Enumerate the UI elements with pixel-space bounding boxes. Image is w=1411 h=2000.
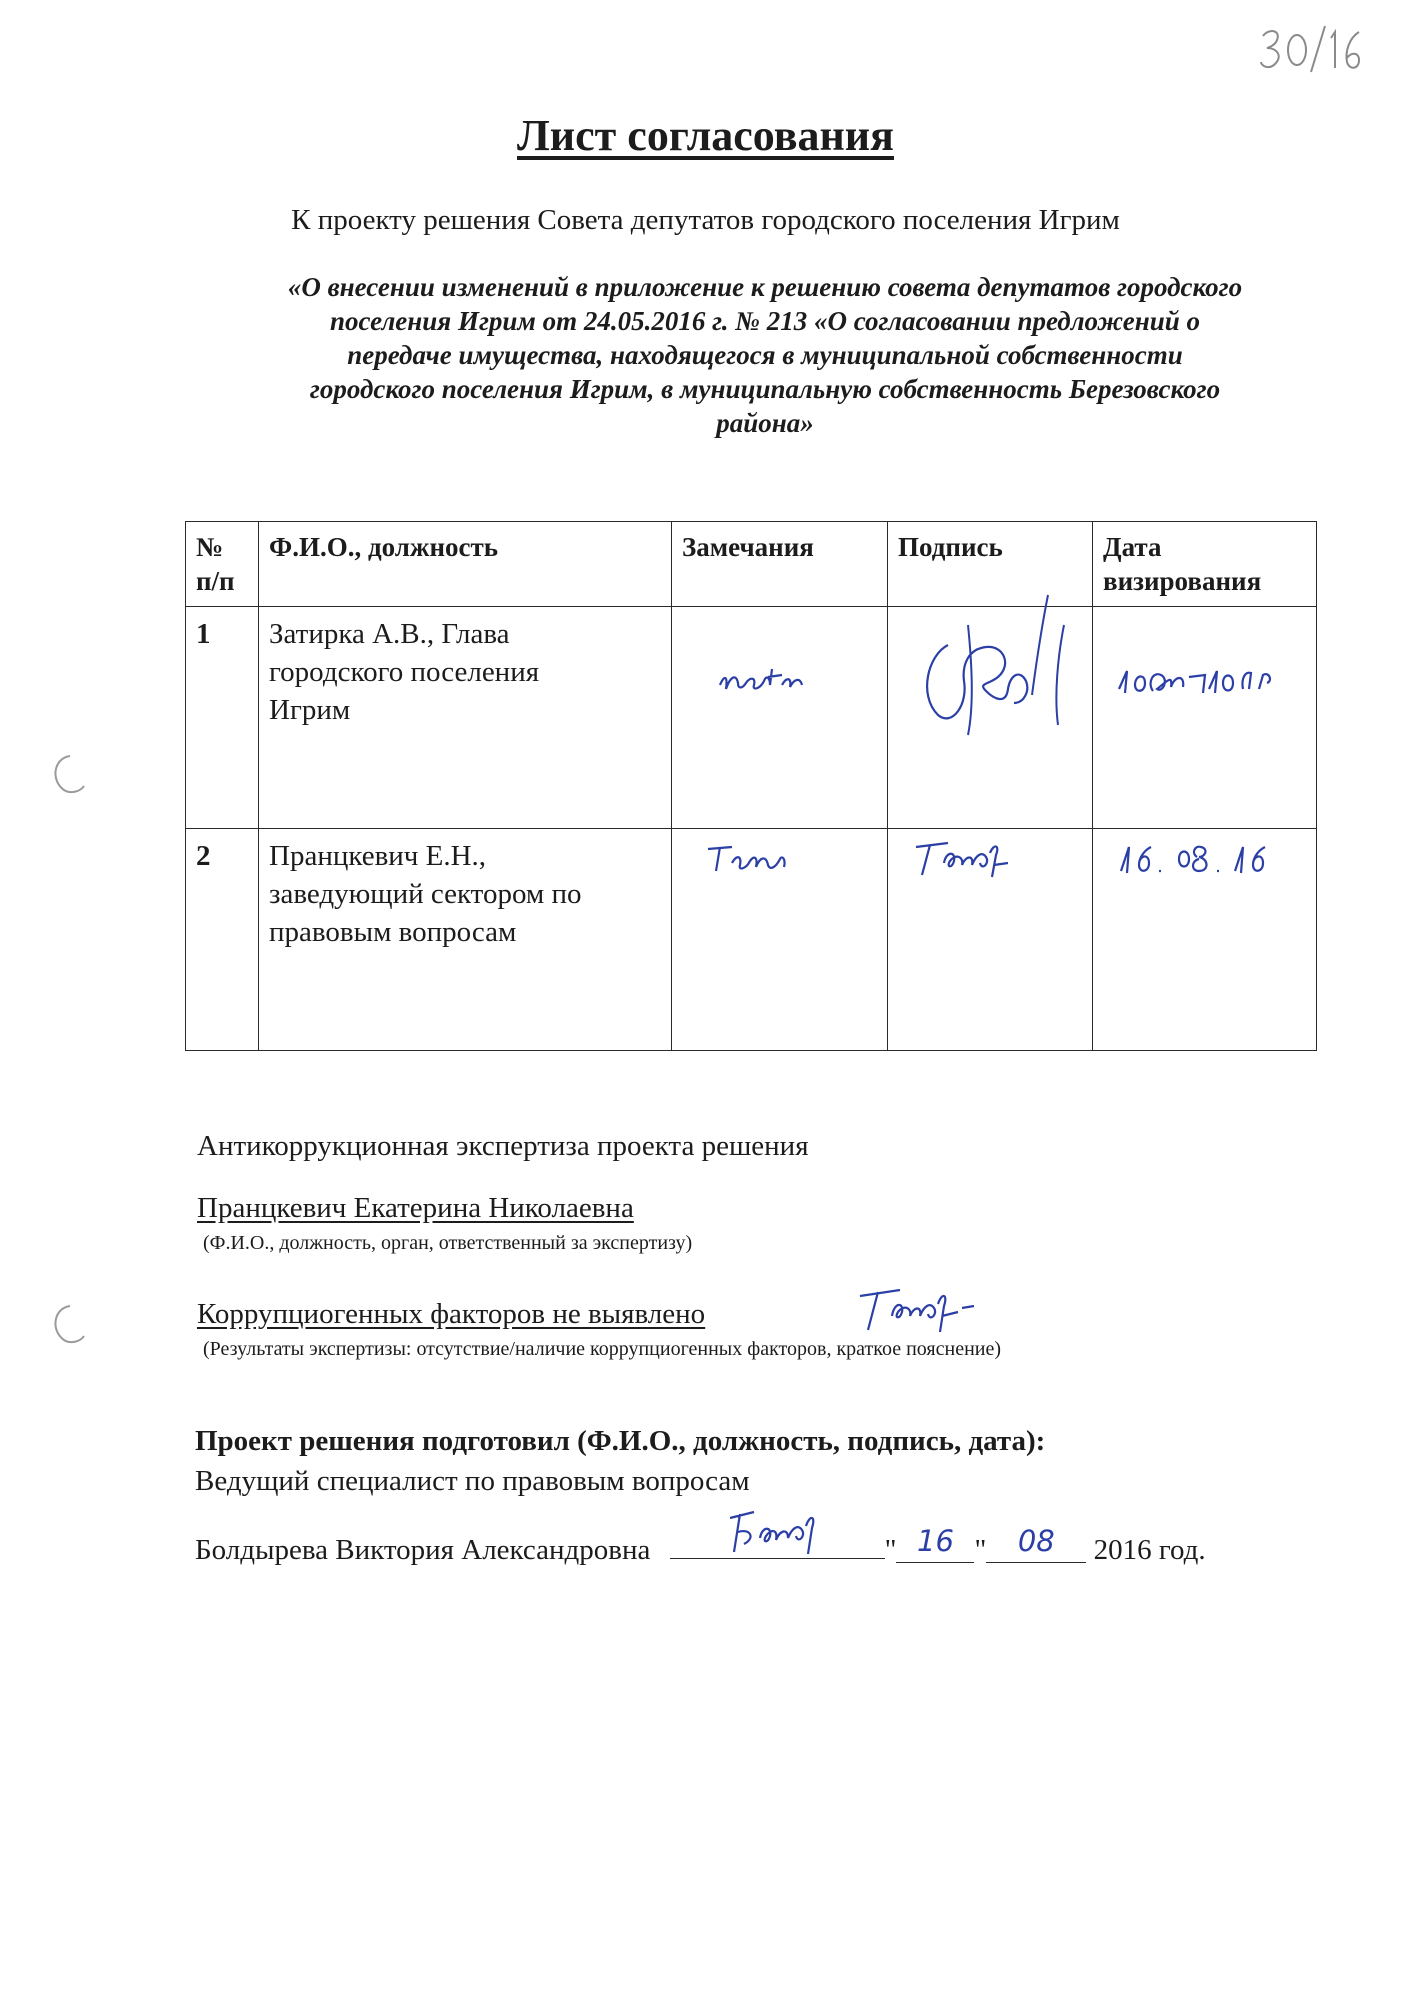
punch-hole-mark: [40, 750, 88, 798]
expertise-signature: [850, 1278, 980, 1338]
document-title: Лист согласования: [517, 111, 894, 160]
row-date: [1093, 607, 1317, 829]
handwritten-remark: [712, 655, 832, 705]
header-remarks: Замечания: [672, 522, 888, 607]
header-date-line2: визирования: [1103, 566, 1262, 596]
day-blank: [896, 1524, 974, 1563]
expertise-result-caption: (Результаты экспертизы: отсутствие/наличие коррупциогенных факторов, краткое пояснение): [203, 1338, 1002, 1360]
row-name-line: Пранцкевич Е.Н.,: [269, 840, 487, 872]
row-name-line: городского поселения: [269, 656, 540, 688]
prepared-position: Ведущий специалист по правовым вопросам: [195, 1465, 750, 1497]
row-number: 1: [186, 607, 259, 829]
document-subtitle: К проекту решения Совета депутатов городского поселения Игрим: [291, 204, 1120, 236]
header-date-line1: Дата: [1103, 532, 1162, 562]
prepared-signature: [720, 1498, 840, 1558]
header-signature: Подпись: [888, 522, 1093, 607]
row-remarks: [672, 607, 888, 829]
row-name-line: Затирка А.В., Глава: [269, 618, 510, 650]
header-name: Ф.И.О., должность: [259, 522, 672, 607]
expertise-heading: Антикоррукционная экспертиза проекта решения: [197, 1130, 809, 1162]
signature-blank: [670, 1528, 885, 1559]
expertise-result: Коррупциогенных факторов не выявлено: [197, 1298, 706, 1330]
expert-name: Пранцкевич Екатерина Николаевна: [197, 1192, 634, 1224]
corner-number: [1255, 18, 1365, 78]
row-name-line: заведующий сектором по: [269, 878, 582, 910]
handwritten-signature: [908, 833, 1028, 883]
row-date: [1093, 829, 1317, 1051]
project-name-line: района»: [716, 408, 814, 438]
row-signature: [888, 607, 1093, 829]
prepared-name: Болдырева Виктория Александровна: [195, 1534, 651, 1566]
project-name-line: передаче имущества, находящегося в муниципальной собственности: [347, 340, 1183, 370]
quote-open: ": [884, 1534, 897, 1566]
prepared-signoff-line: [195, 1524, 1206, 1567]
corner-number-handwriting: [1255, 18, 1365, 78]
header-num-line2: п/п: [196, 566, 235, 596]
month-blank: [986, 1524, 1086, 1563]
row-signature: [888, 829, 1093, 1051]
handwritten-month: 08: [1017, 1524, 1055, 1558]
quote-close: ": [974, 1534, 987, 1566]
project-name-line: городского поселения Игрим, в муниципальную собственность Березовского: [309, 374, 1221, 404]
row-name-line: правовым вопросам: [269, 916, 517, 948]
handwritten-signature: [908, 585, 1088, 765]
prepared-heading: Проект решения подготовил (Ф.И.О., должность, подпись, дата):: [195, 1425, 1046, 1457]
table-row: [186, 829, 1317, 1051]
table-row: [186, 607, 1317, 829]
row-name: [259, 829, 672, 1051]
approval-table: [185, 521, 1317, 1051]
handwritten-date: [1113, 653, 1313, 703]
header-date: [1093, 522, 1317, 607]
punch-hole-mark: [40, 1300, 88, 1348]
row-name: [259, 607, 672, 829]
header-num: [186, 522, 259, 607]
row-number: 2: [186, 829, 259, 1051]
project-name-line: «О внесении изменений в приложение к решению совета депутатов городского: [287, 272, 1243, 302]
row-remarks: [672, 829, 888, 1051]
table-header-row: [186, 522, 1317, 607]
handwritten-remark: [702, 837, 812, 877]
handwritten-day: 16: [917, 1524, 954, 1558]
project-name-line: поселения Игрим от 24.05.2016 г. № 213 «О согласовании предложений о: [329, 306, 1200, 336]
handwritten-date: [1113, 835, 1313, 881]
header-num-line1: №: [196, 532, 224, 562]
year-text: 2016 год.: [1093, 1534, 1206, 1566]
expert-caption: (Ф.И.О., должность, орган, ответственный за экспертизу): [203, 1232, 693, 1254]
project-name: [195, 270, 1335, 440]
row-name-line: Игрим: [269, 694, 351, 726]
